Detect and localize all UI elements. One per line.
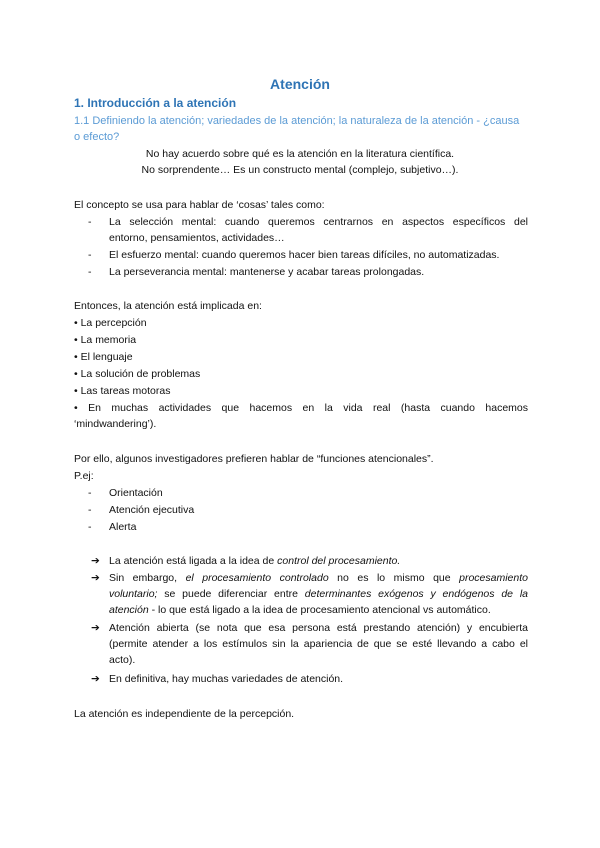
functions-lead: Por ello, algunos investigadores prefieren hablar de “funciones atencionales”. (74, 453, 434, 465)
bullet-item: • La percepción (74, 317, 147, 329)
dash-marker: - (88, 521, 92, 533)
arrow-item-2-line-2: voluntario; se puede diferenciar entre determinantes exógenos y endógenos de la (109, 588, 528, 600)
closing-statement: La atención es independiente de la percepción. (74, 708, 295, 720)
intro-line-2: No sorprendente… Es un constructo mental (complejo, subjetivo…). (141, 164, 459, 176)
dash-marker: - (88, 504, 92, 516)
bullet-item: • La memoria (74, 334, 137, 346)
arrow-item-2-line-3: atención - lo que está ligado a la idea de procesamiento atencional vs automático. (109, 604, 491, 616)
dash-marker: - (88, 249, 92, 261)
concept-item-2: El esfuerzo mental: cuando queremos hacer bien tareas difíciles, no automatizadas. (109, 249, 500, 261)
subsection-heading: 1.1 Definiendo la atención; variedades de la atención; la naturaleza de la atención - ¿causa o efecto? (74, 115, 520, 143)
dash-marker: - (88, 487, 92, 499)
page-title: Atención (270, 76, 330, 92)
pej-label: P.ej: (74, 470, 94, 482)
function-item: Orientación (109, 487, 163, 499)
bullet-item: • Las tareas motoras (74, 385, 171, 397)
concept-item-3: La perseverancia mental: mantenerse y acabar tareas prolongadas. (109, 266, 425, 278)
arrow-bullet-icon: ➔ (91, 622, 100, 634)
arrow-item-4: En definitiva, hay muchas variedades de atención. (109, 673, 344, 685)
arrow-item-3-line-3: acto). (109, 654, 136, 666)
arrow-bullet-icon: ➔ (91, 555, 100, 567)
bullet-item-last-line-1: • En muchas actividades que hacemos en la vida real (hasta cuando hacemos (74, 402, 528, 414)
bullet-item-last-line-2: ‘mindwandering’). (74, 418, 157, 430)
section-heading: 1. Introducción a la atención (74, 96, 237, 110)
arrow-bullet-icon: ➔ (91, 572, 100, 584)
arrow-bullet-icon: ➔ (91, 673, 100, 685)
bullet-item: • La solución de problemas (74, 368, 201, 380)
function-item: Atención ejecutiva (109, 504, 195, 516)
arrow-item-1: La atención está ligada a la idea de control del procesamiento. (109, 555, 401, 567)
arrow-item-3-line-2: (permite atender a los estímulos sin la apariencia de que se esté llevando a cabo el (109, 638, 528, 650)
function-item: Alerta (109, 521, 137, 533)
bullet-item: • El lenguaje (74, 351, 133, 363)
dash-marker: - (88, 216, 92, 228)
concept-item-1-line-2: entorno, pensamientos, actividades… (109, 232, 285, 244)
dash-marker: - (88, 266, 92, 278)
concept-item-1-line-1: La selección mental: cuando queremos centrarnos en aspectos específicos del (109, 216, 528, 228)
concept-lead: El concepto se usa para hablar de ‘cosas’ tales como: (74, 199, 325, 211)
arrow-item-2-line-1: Sin embargo, el procesamiento controlado no es lo mismo que procesamiento (109, 572, 528, 584)
implicated-lead: Entonces, la atención está implicada en: (74, 300, 262, 312)
intro-line-1: No hay acuerdo sobre qué es la atención en la literatura científica. (145, 148, 455, 160)
arrow-item-3-line-1: Atención abierta (se nota que esa persona está prestando atención) y encubierta (109, 622, 528, 634)
